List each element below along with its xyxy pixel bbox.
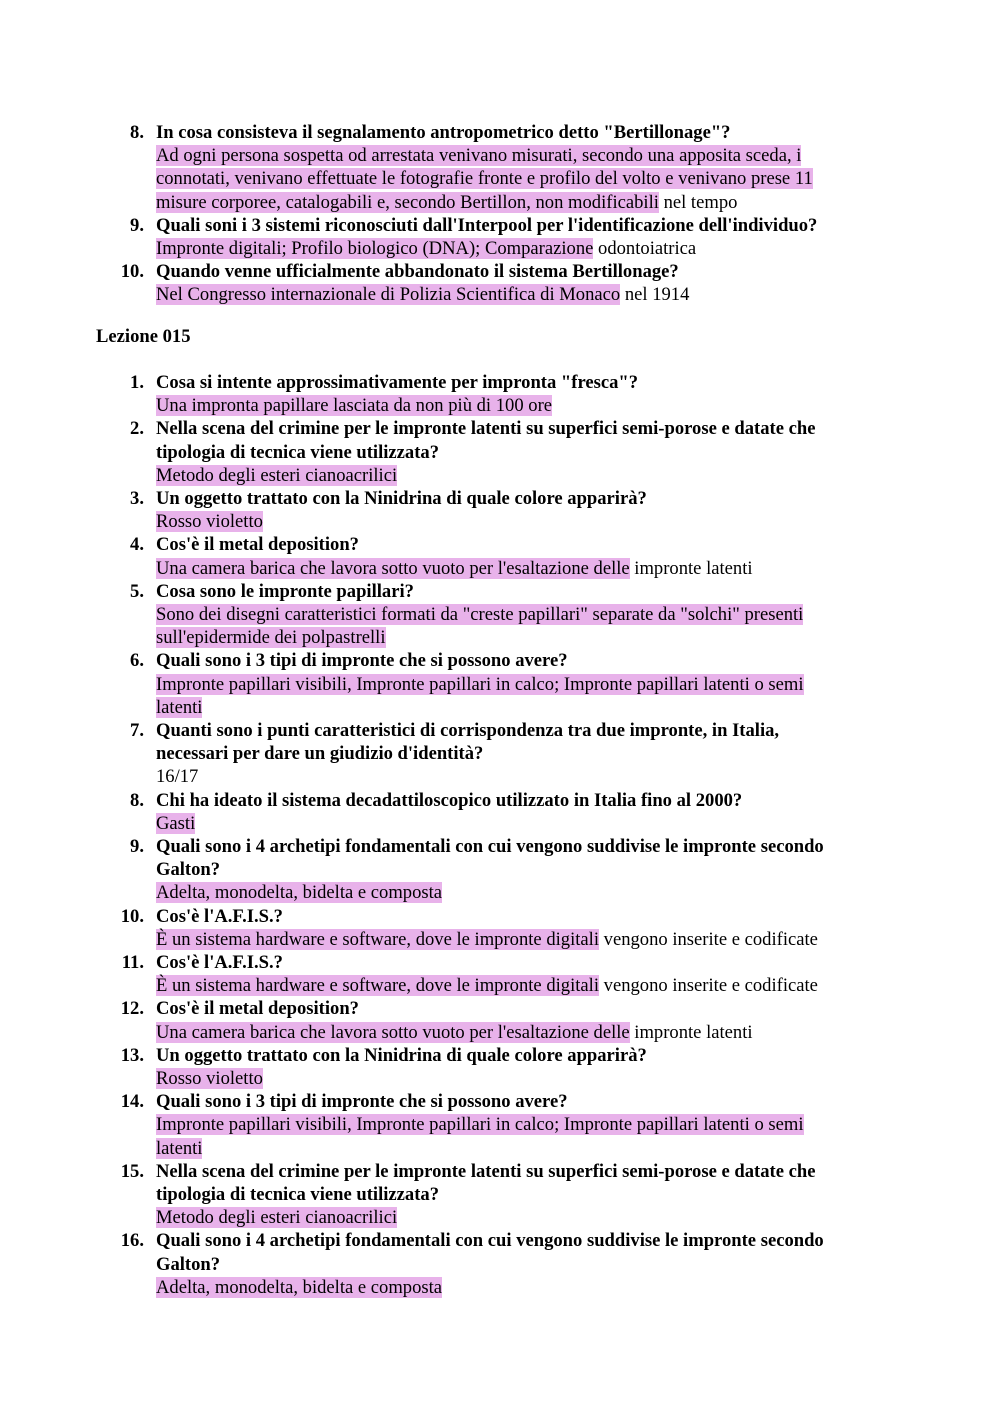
highlighted-answer: misure corporee, catalogabili e, secondo Bertillon, non modificabili xyxy=(156,191,659,213)
question-number: 1. xyxy=(130,372,144,393)
question-number: 8. xyxy=(130,122,144,143)
question-text: tipologia di tecnica viene utilizzata? xyxy=(156,1183,440,1205)
highlighted-answer: Adelta, monodelta, bidelta e composta xyxy=(156,1276,443,1298)
answer-line xyxy=(156,673,896,696)
answer-line xyxy=(156,603,896,626)
answer-line xyxy=(156,696,896,719)
question-number: 3. xyxy=(130,488,144,509)
answer-line xyxy=(156,626,896,649)
answer-remainder: nel tempo xyxy=(658,191,738,213)
question-text: Cosa sono le impronte papillari? xyxy=(156,580,414,602)
question-text: Un oggetto trattato con la Ninidrina di quale colore apparirà? xyxy=(156,488,647,509)
lesson-heading: Lezione 015 xyxy=(96,326,191,347)
question-number: 4. xyxy=(130,534,144,556)
highlighted-answer: latenti xyxy=(156,696,203,718)
answer-line xyxy=(156,765,896,788)
answer-remainder: nel 1914 xyxy=(620,284,690,306)
highlighted-answer: Una impronta papillare lasciata da non più di 100 ore xyxy=(156,395,553,417)
question-number: 6. xyxy=(130,650,144,672)
question-text: Un oggetto trattato con la Ninidrina di quale colore apparirà? xyxy=(156,1044,647,1066)
answer-remainder: vengono inserite e codificate xyxy=(599,928,818,950)
answer-line xyxy=(156,510,896,533)
question-text: Quali sono i 4 archetipi fondamentali con cui vengono suddivise le impronte secondo xyxy=(156,836,824,857)
question-text: Quali sono i 3 tipi di impronte che si possono avere? xyxy=(156,650,568,672)
question-text: necessari per dare un giudizio d'identità? xyxy=(156,743,484,765)
answer-line xyxy=(156,1206,896,1229)
question-text: Cos'è l'A.F.I.S.? xyxy=(156,905,283,927)
question-number: 5. xyxy=(130,580,144,602)
answer-line xyxy=(156,237,896,260)
answer-line xyxy=(156,1067,896,1090)
answer-line xyxy=(156,144,896,167)
answer-line xyxy=(156,1276,896,1299)
highlighted-answer: Nel Congresso internazionale di Polizia Scientifica di Monaco xyxy=(156,284,621,306)
question-number: 15. xyxy=(120,1160,144,1182)
highlighted-answer: Ad ogni persona sospetta od arrestata venivano misurati, secondo una apposita sceda, i xyxy=(156,145,802,167)
answer-remainder: 16/17 xyxy=(156,766,199,788)
question-number: 9. xyxy=(130,214,144,236)
highlighted-answer: Rosso violetto xyxy=(156,511,263,533)
answer-line xyxy=(156,1113,896,1136)
question-text: Quanti sono i punti caratteristici di corrispondenza tra due impronte, in Italia, xyxy=(156,720,780,741)
highlighted-answer: Adelta, monodelta, bidelta e composta xyxy=(156,882,443,904)
question-text: Quali sono i 4 archetipi fondamentali con cui vengono suddivise le impronte secondo xyxy=(156,1230,824,1252)
question-text: Cos'è il metal deposition? xyxy=(156,534,359,556)
highlighted-answer: latenti xyxy=(156,1137,203,1159)
question-text: tipologia di tecnica viene utilizzata? xyxy=(156,441,440,463)
question-text: Quali soni i 3 sistemi riconosciuti dall'Interpool per l'identificazione dell'individuo? xyxy=(156,214,818,236)
question-text: Cosa si intente approssimativamente per impronta "fresca"? xyxy=(156,372,639,393)
question-text: Cos'è l'A.F.I.S.? xyxy=(156,952,283,973)
question-text: Cos'è il metal deposition? xyxy=(156,998,359,1020)
highlighted-answer: Impronte papillari visibili, Impronte papillari in calco; Impronte papillari latenti o semi xyxy=(156,1114,804,1136)
highlighted-answer: È un sistema hardware e software, dove le impronte digitali xyxy=(156,975,600,997)
answer-line xyxy=(156,928,896,951)
highlighted-answer: Gasti xyxy=(156,812,196,834)
question-number: 10. xyxy=(120,905,144,927)
question-text: Galton? xyxy=(156,1253,221,1275)
highlighted-answer: Una camera barica che lavora sotto vuoto per l'esaltazione delle xyxy=(156,557,630,579)
answer-remainder: vengono inserite e codificate xyxy=(599,975,818,997)
answer-line xyxy=(156,1137,896,1160)
highlighted-answer: Rosso violetto xyxy=(156,1067,263,1089)
highlighted-answer: Sono dei disegni caratteristici formati da "creste papillari" separate da "solchi" presenti xyxy=(156,603,804,625)
answer-remainder: impronte latenti xyxy=(629,1021,753,1043)
question-text: Quali sono i 3 tipi di impronte che si possono avere? xyxy=(156,1091,568,1113)
question-number: 16. xyxy=(120,1230,144,1252)
question-number: 9. xyxy=(130,836,144,857)
question-number: 12. xyxy=(120,998,144,1020)
highlighted-answer: Metodo degli esteri cianoacrilici xyxy=(156,464,398,486)
question-number: 8. xyxy=(130,789,144,811)
answer-remainder: impronte latenti xyxy=(629,557,753,579)
answer-line xyxy=(156,812,896,835)
highlighted-answer: Una camera barica che lavora sotto vuoto per l'esaltazione delle xyxy=(156,1021,630,1043)
question-text: Quando venne ufficialmente abbandonato il sistema Bertillonage? xyxy=(156,261,679,283)
answer-line xyxy=(156,283,896,306)
question-text: In cosa consisteva il segnalamento antropometrico detto "Bertillonage"? xyxy=(156,122,731,143)
answer-line xyxy=(156,191,896,214)
question-number: 13. xyxy=(120,1044,144,1066)
question-number: 7. xyxy=(130,720,144,741)
answer-line xyxy=(156,881,896,904)
question-text: Nella scena del crimine per le impronte latenti su superfici semi-porose e datate che xyxy=(156,1160,816,1182)
question-number: 14. xyxy=(120,1091,144,1113)
question-text: Chi ha ideato il sistema decadattiloscopico utilizzato in Italia fino al 2000? xyxy=(156,789,743,811)
answer-line xyxy=(156,167,896,190)
highlighted-answer: Impronte digitali; Profilo biologico (DNA); Comparazione xyxy=(156,237,594,259)
answer-line xyxy=(156,557,896,580)
question-number: 10. xyxy=(120,261,144,283)
highlighted-answer: connotati, venivano effettuate le fotografie fronte e profilo del volto e venivano prese 11 xyxy=(156,168,813,190)
question-text: Galton? xyxy=(156,859,221,881)
answer-line xyxy=(156,1021,896,1044)
answer-remainder: odontoiatrica xyxy=(593,237,697,259)
question-text: Nella scena del crimine per le impronte latenti su superfici semi-porose e datate che xyxy=(156,418,816,440)
question-number: 11. xyxy=(121,952,144,973)
highlighted-answer: Impronte papillari visibili, Impronte papillari in calco; Impronte papillari latenti o semi xyxy=(156,673,804,695)
answer-line xyxy=(156,974,896,997)
question-number: 2. xyxy=(130,418,144,440)
answer-line xyxy=(156,394,896,417)
highlighted-answer: sull'epidermide dei polpastrelli xyxy=(156,627,386,649)
answer-line xyxy=(156,464,896,487)
highlighted-answer: È un sistema hardware e software, dove le impronte digitali xyxy=(156,928,600,950)
highlighted-answer: Metodo degli esteri cianoacrilici xyxy=(156,1207,398,1229)
